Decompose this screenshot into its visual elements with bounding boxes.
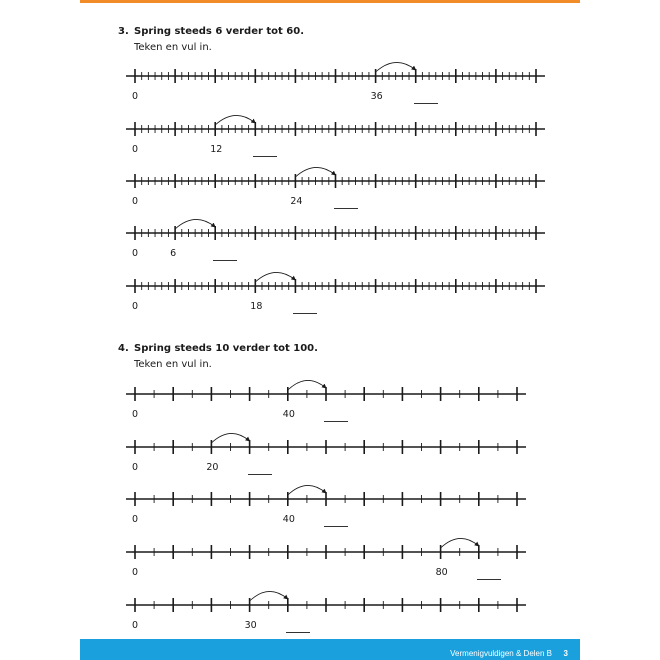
exercise4-row-3-given-label: 40 xyxy=(282,514,295,525)
exercise3-row-4-answer-blank[interactable] xyxy=(213,260,237,261)
exercise-4-number: 4. xyxy=(118,343,129,354)
exercise4-row-5-jump-arrow xyxy=(250,591,288,601)
exercise4-row-3-start-label: 0 xyxy=(132,514,139,525)
exercise4-row-4-answer-blank[interactable] xyxy=(477,579,501,580)
exercise4-row-2-answer-blank[interactable] xyxy=(248,474,272,475)
exercise3-row-5-answer-blank[interactable] xyxy=(293,313,317,314)
exercise3-row-3-jump-arrow xyxy=(295,167,335,177)
footer-book-title: Vermenigvuldigen & Delen B xyxy=(450,649,552,658)
exercise4-row-4-start-label: 0 xyxy=(132,567,139,578)
exercise4-row-3-answer-blank[interactable] xyxy=(324,526,348,527)
exercise4-row-2-jump-arrow xyxy=(211,433,249,443)
exercise4-row-5-answer-blank[interactable] xyxy=(286,632,310,633)
footer-page-number: 3 xyxy=(563,649,568,658)
exercise3-row-2-given-label: 12 xyxy=(210,144,223,155)
exercise4-row-1-answer-blank[interactable] xyxy=(324,421,348,422)
exercise3-row-4-given-label: 6 xyxy=(170,248,177,259)
exercise3-row-1-given-label: 36 xyxy=(370,91,383,102)
exercise4-row-1-start-label: 0 xyxy=(132,409,139,420)
exercise-4-title: Spring steeds 10 verder tot 100. xyxy=(134,343,318,354)
exercise3-row-1-start-label: 0 xyxy=(132,91,139,102)
exercise4-row-3-jump-arrow xyxy=(288,485,326,495)
exercise3-row-3-answer-blank[interactable] xyxy=(334,208,358,209)
exercise-3-title: Spring steeds 6 verder tot 60. xyxy=(134,26,305,37)
exercise4-row-1-given-label: 40 xyxy=(282,409,295,420)
exercise4-row-4-jump-arrow xyxy=(441,538,479,548)
exercise3-row-4-start-label: 0 xyxy=(132,248,139,259)
exercise4-row-5-given-label: 30 xyxy=(244,620,257,631)
exercise3-row-2-jump-arrow xyxy=(215,115,255,125)
exercise3-row-3-start-label: 0 xyxy=(132,196,139,207)
exercise3-row-1-jump-arrow xyxy=(376,62,416,72)
exercise3-row-2-start-label: 0 xyxy=(132,144,139,155)
exercise-3-number: 3. xyxy=(118,26,129,37)
exercise3-row-5-given-label: 18 xyxy=(250,301,263,312)
exercise4-row-4-given-label: 80 xyxy=(435,567,448,578)
exercise4-row-5-start-label: 0 xyxy=(132,620,139,631)
exercise4-row-2-start-label: 0 xyxy=(132,462,139,473)
exercise3-row-2-answer-blank[interactable] xyxy=(253,156,277,157)
exercise3-row-5-jump-arrow xyxy=(255,272,295,282)
exercise3-row-4-jump-arrow xyxy=(175,219,215,229)
exercise3-row-5-start-label: 0 xyxy=(132,301,139,312)
exercise-3-instruction: Teken en vul in. xyxy=(134,42,212,53)
exercise4-row-2-given-label: 20 xyxy=(206,462,219,473)
exercise4-row-1-jump-arrow xyxy=(288,380,326,390)
exercise-4-instruction: Teken en vul in. xyxy=(134,359,212,370)
footer-band xyxy=(80,639,580,660)
exercise3-row-1-answer-blank[interactable] xyxy=(414,103,438,104)
exercise3-row-3-given-label: 24 xyxy=(290,196,303,207)
